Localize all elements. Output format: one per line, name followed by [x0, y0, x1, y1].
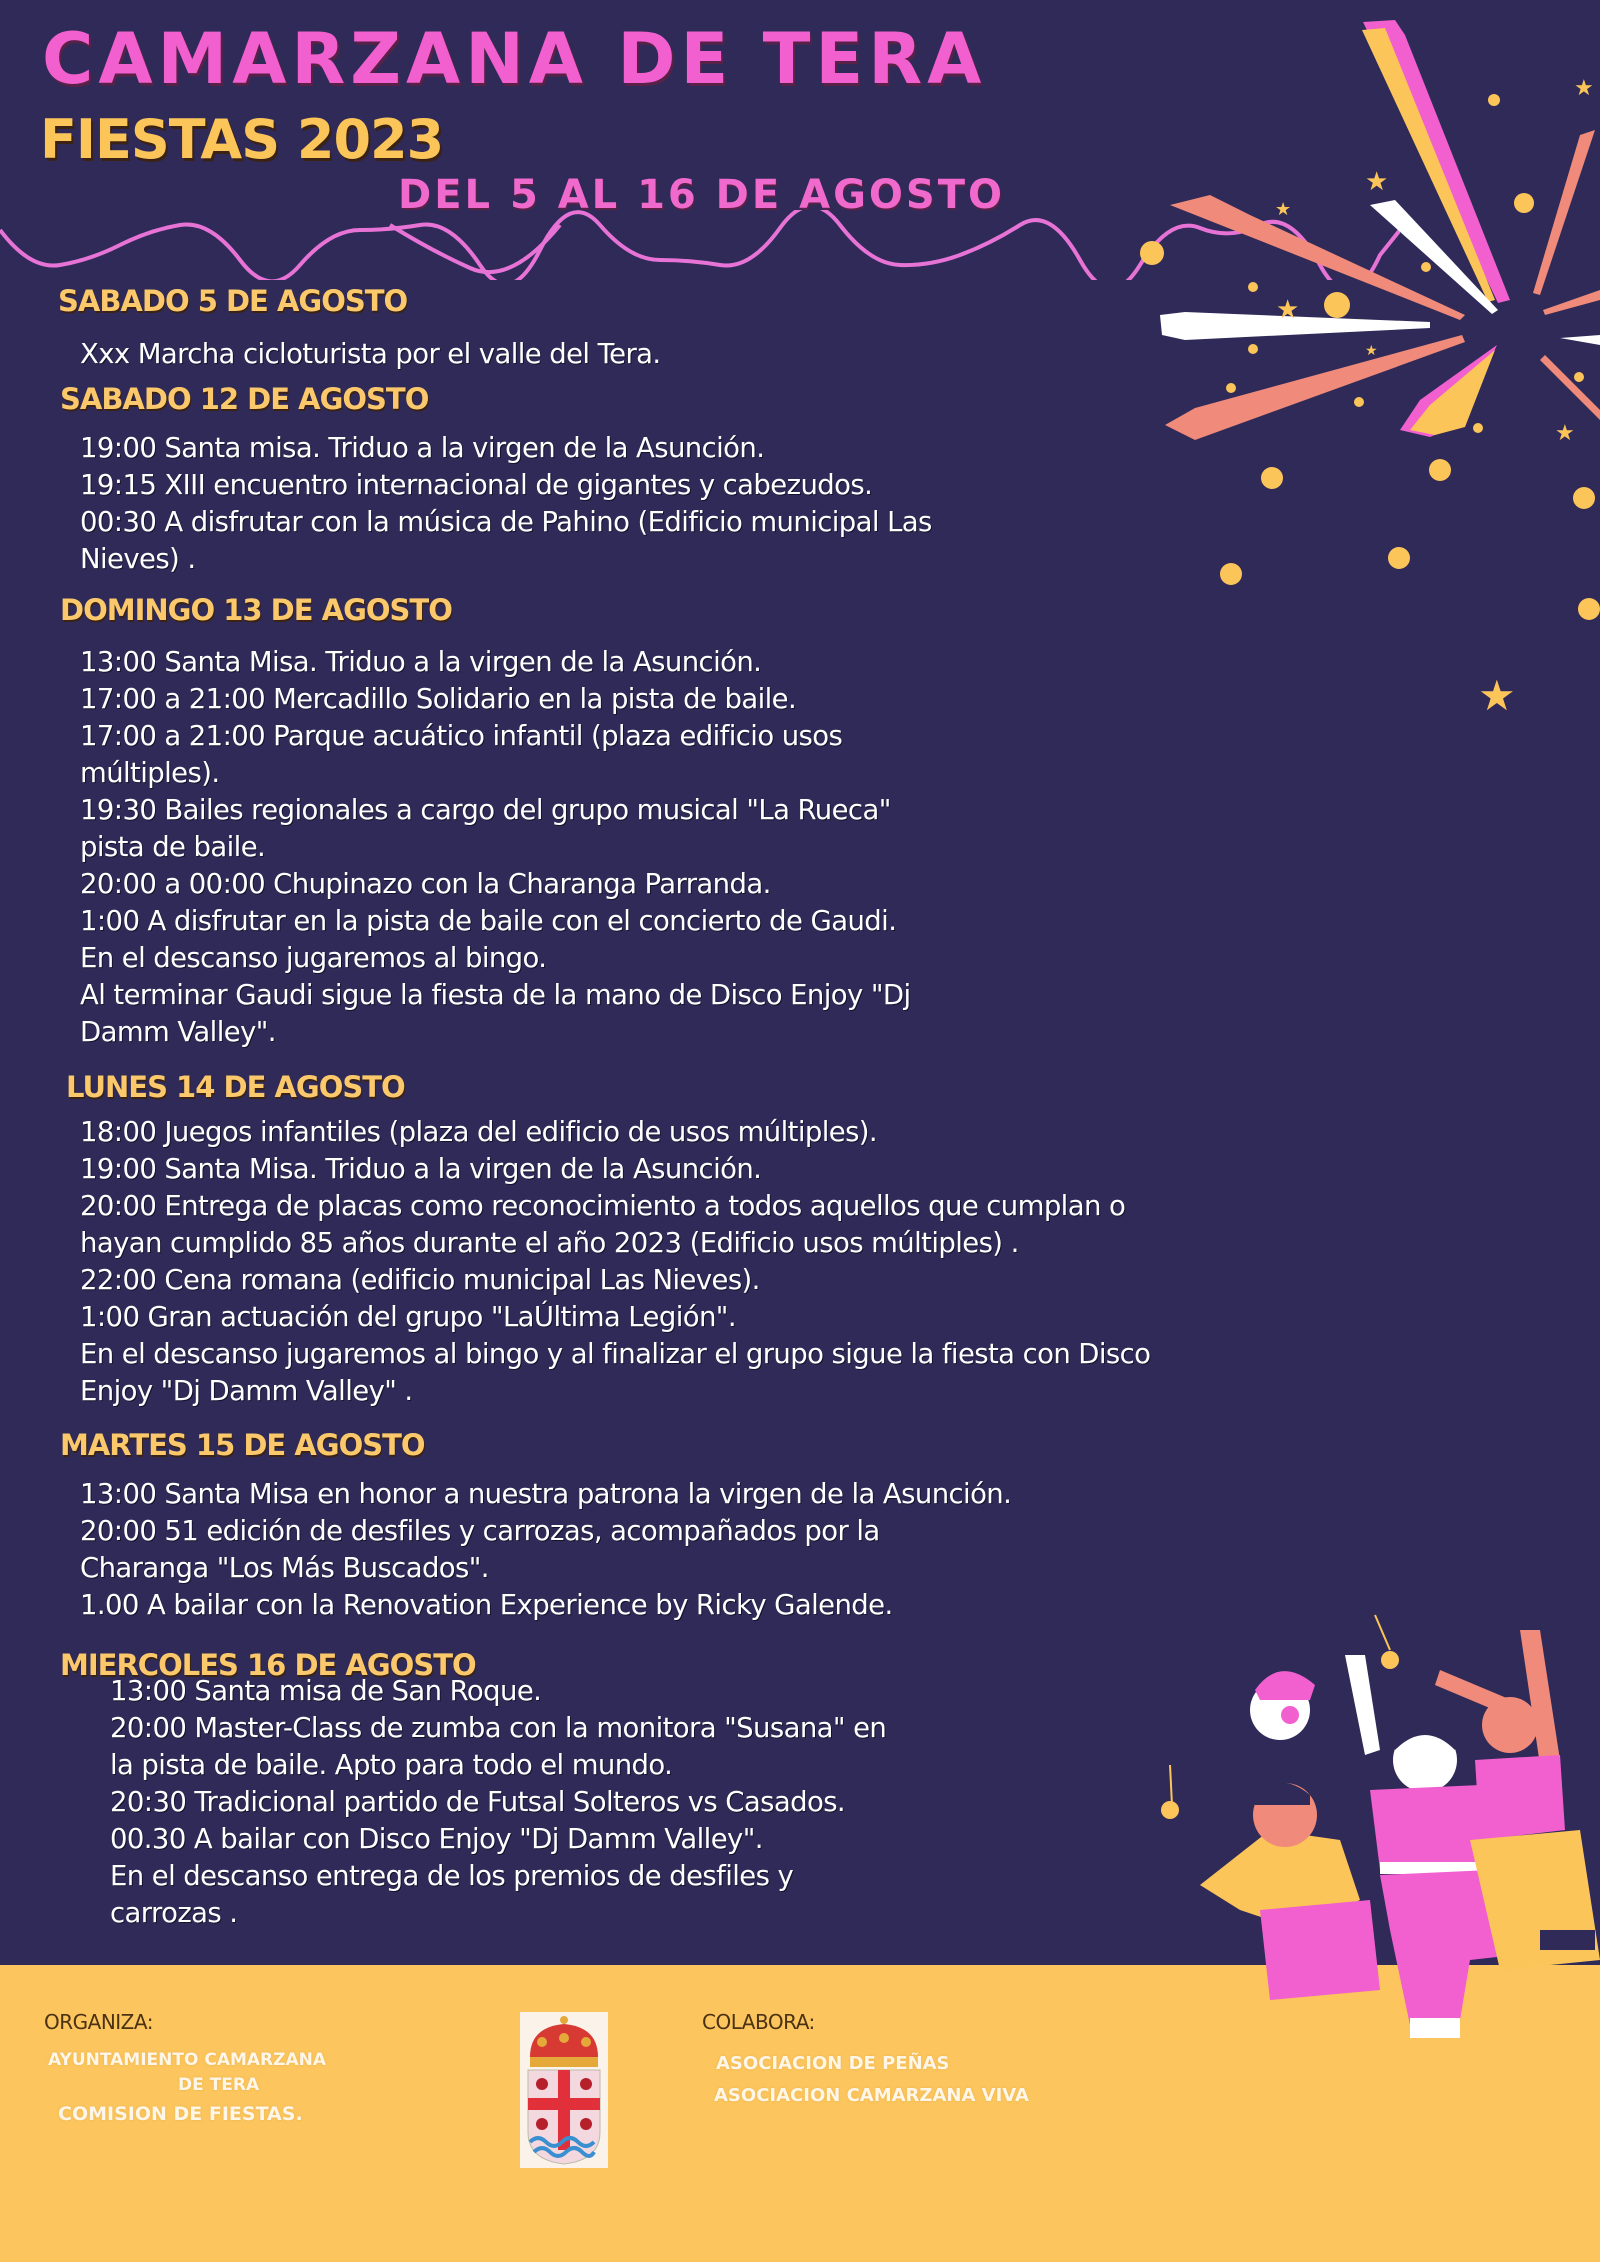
- day-events-lunes-14: [80, 1114, 1150, 1410]
- event-line: múltiples).: [80, 757, 220, 789]
- event-line: 17:00 a 21:00 Parque acuático infantil (plaza edificio usos: [80, 720, 843, 752]
- organiza-label: ORGANIZA:: [44, 2010, 153, 2034]
- colabora-entry: ASOCIACION CAMARZANA VIVA: [714, 2085, 1029, 2106]
- poster-dates: DEL 5 AL 16 DE AGOSTO: [398, 172, 1006, 218]
- event-line: 18:00 Juegos infantiles (plaza del edificio de usos múltiples).: [80, 1116, 878, 1148]
- event-line: 19:00 Santa Misa. Triduo a la virgen de la Asunción.: [80, 1153, 762, 1185]
- day-heading-sabado-5: SABADO 5 DE AGOSTO: [58, 284, 408, 318]
- event-line: 00.30 A bailar con Disco Enjoy "Dj Damm Valley".: [110, 1823, 763, 1855]
- event-line: 13:00 Santa Misa en honor a nuestra patrona la virgen de la Asunción.: [80, 1478, 1012, 1510]
- svg-text:★: ★: [1276, 295, 1300, 325]
- poster-subtitle: FIESTAS 2023: [40, 108, 444, 171]
- day-heading-domingo-13: DOMINGO 13 DE AGOSTO: [60, 593, 452, 627]
- event-line: 1:00 Gran actuación del grupo "LaÚltima Legión".: [80, 1301, 736, 1333]
- organiza-entry: COMISION DE FIESTAS.: [58, 2103, 303, 2125]
- event-line: pista de baile.: [80, 831, 266, 863]
- event-line: 1.00 A bailar con la Renovation Experience by Ricky Galende.: [80, 1589, 893, 1621]
- svg-text:★: ★: [1365, 343, 1378, 359]
- day-heading-martes-15: MARTES 15 DE AGOSTO: [60, 1428, 425, 1462]
- event-line: 19:15 XIII encuentro internacional de gigantes y cabezudos.: [80, 469, 873, 501]
- event-line: 19:00 Santa misa. Triduo a la virgen de la Asunción.: [80, 432, 765, 464]
- event-line: carrozas .: [110, 1897, 238, 1929]
- day-events-domingo-13: [80, 644, 910, 1051]
- event-line: 00:30 A disfrutar con la música de Pahino (Edificio municipal Las: [80, 506, 932, 538]
- day-heading-lunes-14: LUNES 14 DE AGOSTO: [66, 1070, 405, 1104]
- svg-text:★: ★: [1478, 671, 1516, 720]
- event-line: 17:00 a 21:00 Mercadillo Solidario en la pista de baile.: [80, 683, 797, 715]
- event-line: 13:00 Santa Misa. Triduo a la virgen de la Asunción.: [80, 646, 762, 678]
- event-line: En el descanso jugaremos al bingo.: [80, 942, 547, 974]
- svg-text:★: ★: [1275, 199, 1292, 220]
- event-line: 20:00 a 00:00 Chupinazo con la Charanga Parranda.: [80, 868, 771, 900]
- day-events-sabado-12: [80, 430, 932, 578]
- svg-text:★: ★: [1365, 167, 1389, 197]
- event-line: Enjoy "Dj Damm Valley" .: [80, 1375, 413, 1407]
- event-line: 22:00 Cena romana (edificio municipal Las Nieves).: [80, 1264, 760, 1296]
- event-line: 20:30 Tradicional partido de Futsal Solteros vs Casados.: [110, 1786, 846, 1818]
- svg-text:★: ★: [1574, 76, 1594, 101]
- coat-of-arms-icon: [520, 2012, 608, 2168]
- organiza-entry: DE TERA: [178, 2075, 260, 2095]
- colabora-entry: ASOCIACION DE PEÑAS: [716, 2053, 950, 2074]
- svg-text:★: ★: [1555, 421, 1575, 446]
- event-line: 20:00 Master-Class de zumba con la monitora "Susana" en: [110, 1712, 887, 1744]
- event-line: Xxx Marcha cicloturista por el valle del Tera.: [80, 338, 661, 370]
- event-line: Charanga "Los Más Buscados".: [80, 1552, 489, 1584]
- event-line: hayan cumplido 85 años durante el año 2023 (Edificio usos múltiples) .: [80, 1227, 1019, 1259]
- event-line: la pista de baile. Apto para todo el mundo.: [110, 1749, 673, 1781]
- event-line: Nieves) .: [80, 543, 196, 575]
- colabora-label: COLABORA:: [702, 2010, 815, 2034]
- organiza-entry: AYUNTAMIENTO CAMARZANA: [48, 2050, 327, 2070]
- event-line: 20:00 51 edición de desfiles y carrozas, acompañados por la: [80, 1515, 880, 1547]
- event-line: 19:30 Bailes regionales a cargo del grupo musical "La Rueca": [80, 794, 891, 826]
- event-line: 1:00 A disfrutar en la pista de baile con el concierto de Gaudi.: [80, 905, 897, 937]
- event-line: 13:00 Santa misa de San Roque.: [110, 1675, 542, 1707]
- dancers-illustration: [1140, 1600, 1600, 2050]
- day-events-sabado-5: [80, 336, 661, 373]
- day-events-miercoles-16: [110, 1673, 886, 1932]
- day-heading-miercoles-16: MIERCOLES 16 DE AGOSTO: [60, 1648, 476, 1682]
- day-heading-sabado-12: SABADO 12 DE AGOSTO: [60, 382, 429, 416]
- event-line: En el descanso entrega de los premios de desfiles y: [110, 1860, 794, 1892]
- event-line: En el descanso jugaremos al bingo y al finalizar el grupo sigue la fiesta con Disco: [80, 1338, 1151, 1370]
- poster-title: CAMARZANA DE TERA: [42, 18, 987, 100]
- day-events-martes-15: [80, 1476, 1011, 1624]
- event-line: Damm Valley".: [80, 1016, 276, 1048]
- event-line: Al terminar Gaudi sigue la fiesta de la mano de Disco Enjoy "Dj: [80, 979, 911, 1011]
- fireworks-illustration: [1100, 0, 1600, 900]
- event-line: 20:00 Entrega de placas como reconocimiento a todos aquellos que cumplan o: [80, 1190, 1126, 1222]
